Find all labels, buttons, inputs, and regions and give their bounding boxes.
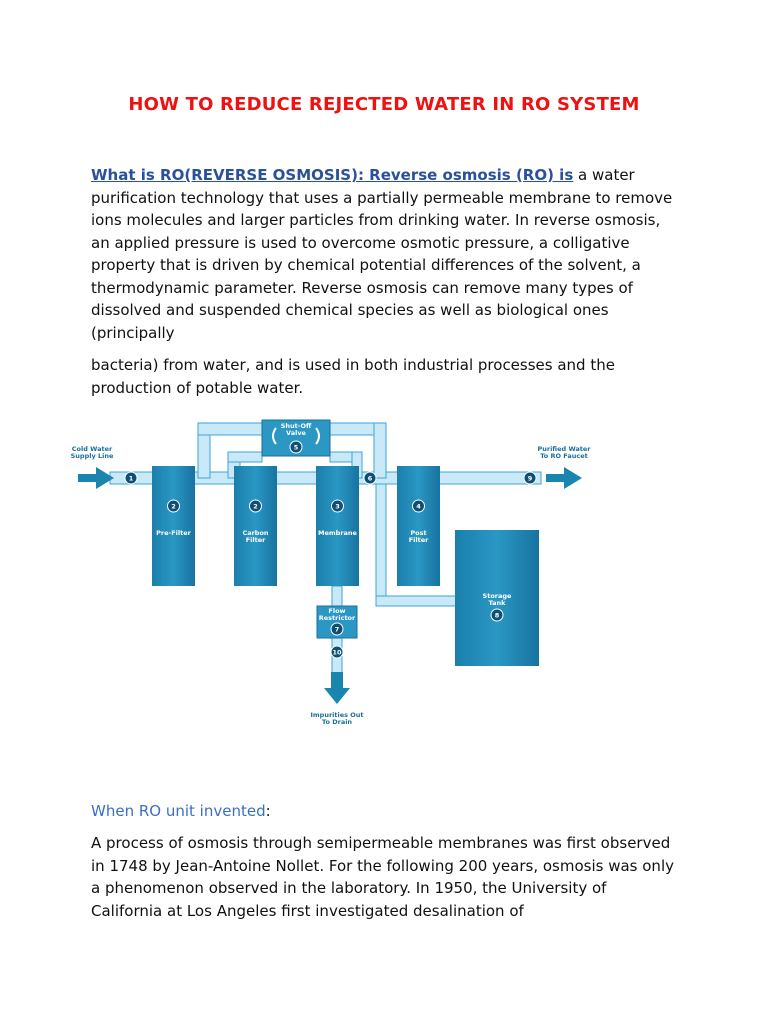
outlet-arrow-icon [546, 467, 582, 489]
valve-label-1: Shut-Off [280, 422, 312, 430]
pipe-riser-right [374, 423, 386, 478]
marker-2b-label: 2 [253, 502, 258, 511]
cold-water-label-2: Supply Line [70, 452, 114, 460]
storage-label-2: Tank [488, 599, 506, 607]
marker-1-label: 1 [128, 474, 134, 483]
purified-label-1: Purified Water [537, 445, 591, 453]
pre-filter-tank [152, 466, 195, 586]
history-heading-colon: : [265, 802, 271, 820]
marker-8-label: 8 [494, 611, 500, 620]
marker-5-label: 5 [293, 443, 299, 452]
page-title: HOW TO REDUCE REJECTED WATER IN RO SYSTEM [128, 94, 640, 115]
intro-lead-link[interactable]: What is RO(REVERSE OSMOSIS): Reverse osmosis (RO) is [91, 166, 574, 184]
membrane-label: Membrane [318, 529, 357, 537]
pipe-membrane-restrictor [332, 586, 342, 608]
cold-water-label-1: Cold Water [71, 445, 113, 453]
intro-text: a water purification technology that uses a partially permeable membrane to remove ions molecules and larger particles from drinking water. In reverse osmosis, an applied pressure is used to overcome osmotic pressure, a colligative property that is driven by chemical potential differences of the solvent, a thermodynamic parameter. Reverse osmosis can remove many types of dissolved and suspended chemical species as well as biological ones (principally [91, 166, 673, 342]
post-filter-tank [397, 466, 440, 586]
drain-label-1: Impurities Out [310, 711, 364, 719]
history-heading-text: When RO unit invented [91, 802, 266, 820]
marker-6-label: 6 [367, 474, 373, 483]
pipe-carbon-membrane [275, 472, 317, 484]
history-heading [91, 800, 271, 822]
inlet-arrow-icon [78, 467, 114, 489]
drain-arrow-icon [324, 672, 350, 704]
marker-4-label: 4 [416, 502, 421, 511]
post-label-1: Post [410, 529, 427, 537]
restrictor-label-2: Restrictor [318, 614, 356, 622]
pipe-to-tank-vertical [376, 484, 386, 606]
marker-2a-label: 2 [171, 502, 176, 511]
carbon-label-1: Carbon [242, 529, 269, 537]
pipe-top-left [198, 423, 262, 435]
history-paragraph: A process of osmosis through semipermeable membranes was first observed in 1748 by Jean-Antoine Nollet. For the following 200 years, osmosis was only a phenomenon observed in the laboratory. In 1950, the University of California at Los Angeles first investigated desalination of [91, 834, 674, 920]
valve-label-2: Valve [286, 429, 306, 437]
pre-filter-label: Pre-Filter [156, 529, 191, 537]
marker-7-label: 7 [334, 625, 340, 634]
post-label-2: Filter [408, 536, 429, 544]
marker-10-label: 10 [332, 648, 342, 657]
storage-label-1: Storage [482, 592, 512, 600]
pipe-valve-return [228, 452, 262, 462]
marker-3-label: 3 [335, 502, 340, 511]
purified-label-2: To RO Faucet [540, 452, 588, 460]
intro-continuation: bacteria) from water, and is used in both industrial processes and the production of potable water. [91, 356, 615, 397]
carbon-filter-tank [234, 466, 277, 586]
drain-label-2: To Drain [321, 718, 353, 726]
marker-9-label: 9 [527, 474, 533, 483]
restrictor-label-1: Flow [328, 607, 346, 615]
carbon-label-2: Filter [245, 536, 266, 544]
pipe-to-tank-horizontal [376, 596, 458, 606]
membrane-tank [316, 466, 359, 586]
